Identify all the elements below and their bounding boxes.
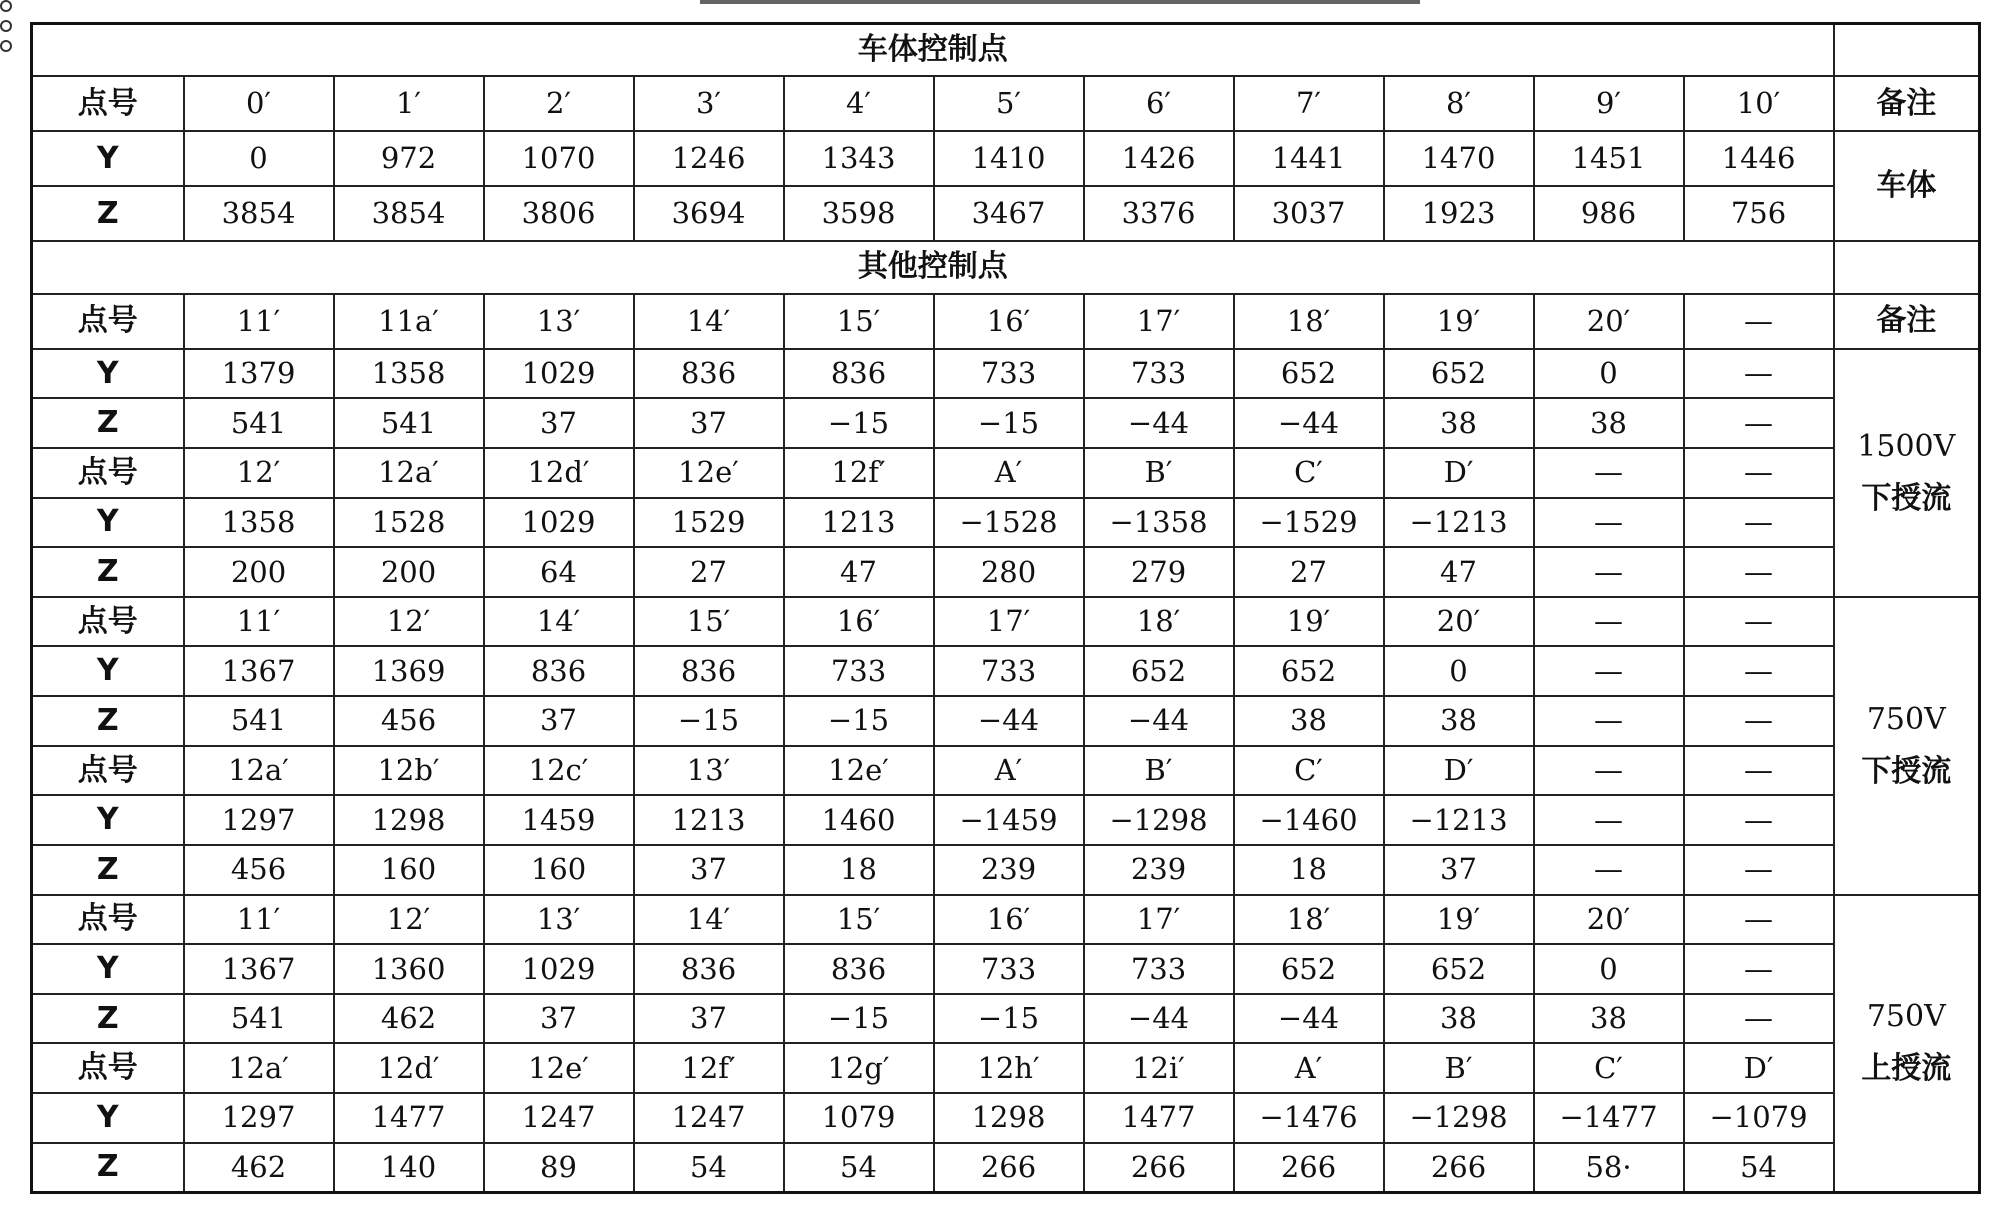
coordinate-value: 1367 — [184, 646, 334, 696]
table-row — [32, 498, 1980, 548]
coordinate-value: 38 — [1384, 398, 1534, 448]
coordinate-value: — — [1534, 795, 1684, 845]
coordinate-value: 1246 — [634, 131, 784, 186]
coordinate-value: 12g′ — [784, 1043, 934, 1093]
coordinate-value: 18′ — [1084, 597, 1234, 647]
coordinate-value: — — [1684, 349, 1834, 399]
coordinate-value: 20′ — [1534, 895, 1684, 945]
coordinate-value: 652 — [1384, 349, 1534, 399]
table-row — [32, 795, 1980, 845]
point-id: 18′ — [1234, 294, 1384, 349]
coordinate-value: 733 — [934, 646, 1084, 696]
coordinate-value: 1029 — [484, 944, 634, 994]
coordinate-value: 266 — [934, 1143, 1084, 1193]
point-id: 9′ — [1534, 76, 1684, 131]
point-id: 1′ — [334, 76, 484, 131]
coordinate-value: 12h′ — [934, 1043, 1084, 1093]
coordinate-value: B′ — [1084, 448, 1234, 498]
coordinate-value: 37 — [484, 398, 634, 448]
voltage-label: 750V — [1866, 701, 1946, 737]
coordinate-value: 1477 — [1084, 1093, 1234, 1143]
coordinate-value: 1410 — [934, 131, 1084, 186]
point-id: 16′ — [934, 294, 1084, 349]
remarks-cell — [1834, 349, 1980, 597]
coordinate-value: A′ — [1234, 1043, 1384, 1093]
coordinate-value: — — [1684, 944, 1834, 994]
coordinate-value: 836 — [784, 944, 934, 994]
coordinate-value: 1298 — [334, 795, 484, 845]
coordinate-value: — — [1534, 845, 1684, 895]
coordinate-value: — — [1684, 746, 1834, 796]
coordinate-value: 652 — [1234, 646, 1384, 696]
coordinate-value: — — [1684, 696, 1834, 746]
coordinate-value: 1298 — [934, 1093, 1084, 1143]
coordinate-value: C′ — [1534, 1043, 1684, 1093]
coordinate-value: 1459 — [484, 795, 634, 845]
table-row — [32, 944, 1980, 994]
coordinate-value: 1247 — [634, 1093, 784, 1143]
coordinate-value: 1367 — [184, 944, 334, 994]
table-row — [32, 24, 1980, 77]
coordinate-value: −44 — [934, 696, 1084, 746]
section-title: 其他控制点 — [32, 241, 1834, 294]
coordinate-value: 1029 — [484, 349, 634, 399]
coordinate-value: D′ — [1384, 448, 1534, 498]
coordinate-value: −1358 — [1084, 498, 1234, 548]
coordinate-value: −44 — [1084, 696, 1234, 746]
coordinate-value: 3598 — [784, 186, 934, 241]
control-points-table — [30, 22, 1981, 1194]
coordinate-value: 14′ — [634, 895, 784, 945]
coordinate-value: 652 — [1234, 944, 1384, 994]
coordinate-value: 37 — [484, 994, 634, 1044]
coordinate-value: 37 — [634, 994, 784, 1044]
coordinate-value: 37 — [634, 845, 784, 895]
coordinate-value: 200 — [184, 547, 334, 597]
coordinate-value: — — [1684, 398, 1834, 448]
coordinate-value: −15 — [634, 696, 784, 746]
coordinate-value: A′ — [934, 448, 1084, 498]
section-title: 车体控制点 — [32, 24, 1834, 77]
coordinate-value: −1213 — [1384, 795, 1534, 845]
coordinate-value: 1247 — [484, 1093, 634, 1143]
coordinate-value: 3854 — [184, 186, 334, 241]
coordinate-value: −1529 — [1234, 498, 1384, 548]
coordinate-value: 279 — [1084, 547, 1234, 597]
coordinate-value: 266 — [1384, 1143, 1534, 1193]
point-header-label: 点号 — [32, 294, 184, 349]
coordinate-value: 3376 — [1084, 186, 1234, 241]
coordinate-value: 1477 — [334, 1093, 484, 1143]
point-id: 13′ — [484, 294, 634, 349]
table-row — [32, 398, 1980, 448]
table-row — [32, 646, 1980, 696]
table-row — [32, 76, 1980, 131]
coordinate-value: 140 — [334, 1143, 484, 1193]
coordinate-value: 1379 — [184, 349, 334, 399]
coordinate-value: 266 — [1084, 1143, 1234, 1193]
coordinate-value: 1470 — [1384, 131, 1534, 186]
coordinate-value: 12f′ — [784, 448, 934, 498]
coordinate-value: 836 — [634, 646, 784, 696]
row-label: Y — [32, 646, 184, 696]
coordinate-value: 462 — [184, 1143, 334, 1193]
coordinate-value: 11′ — [184, 895, 334, 945]
coordinate-value: — — [1684, 448, 1834, 498]
coordinate-value: 18 — [1234, 845, 1384, 895]
coordinate-value: 64 — [484, 547, 634, 597]
coordinate-value: 54 — [784, 1143, 934, 1193]
row-label: Z — [32, 186, 184, 241]
point-id: 0′ — [184, 76, 334, 131]
table-row — [32, 696, 1980, 746]
coordinate-value: 1358 — [334, 349, 484, 399]
coordinate-value: 47 — [1384, 547, 1534, 597]
row-label: 点号 — [32, 895, 184, 945]
coordinate-value: 13′ — [634, 746, 784, 796]
table-row — [32, 131, 1980, 186]
coordinate-value: 12b′ — [334, 746, 484, 796]
coordinate-value: −15 — [934, 398, 1084, 448]
coordinate-value: 14′ — [484, 597, 634, 647]
coordinate-value: 733 — [1084, 944, 1234, 994]
coordinate-value: 3694 — [634, 186, 784, 241]
coordinate-value: 541 — [334, 398, 484, 448]
coordinate-value: 239 — [934, 845, 1084, 895]
voltage-label: 1500V — [1857, 428, 1956, 464]
coordinate-value: 19′ — [1384, 895, 1534, 945]
point-id: 4′ — [784, 76, 934, 131]
coordinate-value: 3037 — [1234, 186, 1384, 241]
coordinate-value: 1029 — [484, 498, 634, 548]
point-id: 3′ — [634, 76, 784, 131]
coordinate-value: — — [1684, 795, 1834, 845]
row-label: Z — [32, 398, 184, 448]
coordinate-value: — — [1534, 746, 1684, 796]
coordinate-value: D′ — [1384, 746, 1534, 796]
coordinate-value: 1297 — [184, 795, 334, 845]
coordinate-value: −1528 — [934, 498, 1084, 548]
coordinate-value: 456 — [334, 696, 484, 746]
coordinate-value: −1213 — [1384, 498, 1534, 548]
coordinate-value: — — [1534, 696, 1684, 746]
coordinate-value: −15 — [784, 696, 934, 746]
coordinate-value: — — [1534, 646, 1684, 696]
coordinate-value: 200 — [334, 547, 484, 597]
coordinate-value: 1369 — [334, 646, 484, 696]
coordinate-value: — — [1534, 498, 1684, 548]
remarks-cell — [1834, 895, 1980, 1193]
coordinate-value: 0 — [1534, 944, 1684, 994]
point-id: 17′ — [1084, 294, 1234, 349]
empty-cell — [1834, 241, 1980, 294]
coordinate-value: 37 — [1384, 845, 1534, 895]
coordinate-value: 18′ — [1234, 895, 1384, 945]
coordinate-value: 3467 — [934, 186, 1084, 241]
coordinate-value: 20′ — [1384, 597, 1534, 647]
coordinate-value: 27 — [1234, 547, 1384, 597]
coordinate-value: −15 — [784, 398, 934, 448]
coordinate-value: 1451 — [1534, 131, 1684, 186]
point-header-label: 点号 — [32, 76, 184, 131]
coordinate-value: — — [1684, 547, 1834, 597]
row-label: 点号 — [32, 746, 184, 796]
coordinate-value: B′ — [1384, 1043, 1534, 1093]
coordinate-value: 652 — [1234, 349, 1384, 399]
coordinate-value: 13′ — [484, 895, 634, 945]
coordinate-value: — — [1684, 845, 1834, 895]
coordinate-value: 1923 — [1384, 186, 1534, 241]
coordinate-value: 12e′ — [634, 448, 784, 498]
remarks-cell — [1834, 597, 1980, 895]
coordinate-value: 12a′ — [334, 448, 484, 498]
row-label: Z — [32, 547, 184, 597]
coordinate-value: 0 — [184, 131, 334, 186]
coordinate-value: 12i′ — [1084, 1043, 1234, 1093]
coordinate-value: 17′ — [1084, 895, 1234, 945]
table-row — [32, 597, 1980, 647]
row-label: Y — [32, 349, 184, 399]
coordinate-value: 1343 — [784, 131, 934, 186]
coordinate-value: 12e′ — [784, 746, 934, 796]
coordinate-value: 1441 — [1234, 131, 1384, 186]
coordinate-value: 12′ — [184, 448, 334, 498]
row-label: 点号 — [32, 597, 184, 647]
coordinate-value: A′ — [934, 746, 1084, 796]
coordinate-value: −1079 — [1684, 1093, 1834, 1143]
coordinate-value: 19′ — [1234, 597, 1384, 647]
point-id: — — [1684, 294, 1834, 349]
coordinate-value: 12a′ — [184, 1043, 334, 1093]
binding-marks — [0, 0, 10, 60]
coordinate-value: 986 — [1534, 186, 1684, 241]
coordinate-value: 12a′ — [184, 746, 334, 796]
coordinate-value: 12d′ — [484, 448, 634, 498]
coordinate-value: 54 — [634, 1143, 784, 1193]
row-label: Z — [32, 994, 184, 1044]
table-row — [32, 241, 1980, 294]
coordinate-value: 12c′ — [484, 746, 634, 796]
coordinate-value: 280 — [934, 547, 1084, 597]
coordinate-value: 1213 — [784, 498, 934, 548]
coordinate-value: −15 — [784, 994, 934, 1044]
coordinate-value: 58· — [1534, 1143, 1684, 1193]
coordinate-value: 15′ — [784, 895, 934, 945]
coordinate-value: 1460 — [784, 795, 934, 845]
coordinate-value: B′ — [1084, 746, 1234, 796]
row-label: Z — [32, 1143, 184, 1193]
coordinate-value: 239 — [1084, 845, 1234, 895]
coordinate-value: 38 — [1534, 994, 1684, 1044]
coordinate-value: — — [1534, 448, 1684, 498]
table-row — [32, 895, 1980, 945]
coordinate-value: −44 — [1084, 398, 1234, 448]
coordinate-value: 37 — [484, 696, 634, 746]
coordinate-value: 266 — [1234, 1143, 1384, 1193]
coordinate-value: 1358 — [184, 498, 334, 548]
coordinate-value: 1426 — [1084, 131, 1234, 186]
coordinate-value: — — [1684, 994, 1834, 1044]
coordinate-value: 541 — [184, 696, 334, 746]
coordinate-value: 38 — [1534, 398, 1684, 448]
point-id: 6′ — [1084, 76, 1234, 131]
voltage-label: 750V — [1866, 999, 1946, 1035]
coordinate-value: 1360 — [334, 944, 484, 994]
coordinate-value: 1213 — [634, 795, 784, 845]
point-id: 11′ — [184, 294, 334, 349]
coordinate-value: 17′ — [934, 597, 1084, 647]
row-label: Y — [32, 944, 184, 994]
coordinate-value: 836 — [634, 349, 784, 399]
row-label: Y — [32, 1093, 184, 1143]
table-row — [32, 547, 1980, 597]
coordinate-value: 89 — [484, 1143, 634, 1193]
coordinate-value: 37 — [634, 398, 784, 448]
coordinate-value: 47 — [784, 547, 934, 597]
table-row — [32, 994, 1980, 1044]
coordinate-value: — — [1684, 498, 1834, 548]
row-label: Y — [32, 795, 184, 845]
coordinate-value: 15′ — [634, 597, 784, 647]
coordinate-value: 0 — [1534, 349, 1684, 399]
coordinate-value: 38 — [1234, 696, 1384, 746]
coordinate-value: −1298 — [1084, 795, 1234, 845]
point-id: 14′ — [634, 294, 784, 349]
coordinate-value: 1529 — [634, 498, 784, 548]
row-label: Z — [32, 696, 184, 746]
table-row — [32, 349, 1980, 399]
table-row — [32, 1093, 1980, 1143]
coordinate-value: −1298 — [1384, 1093, 1534, 1143]
coordinate-value: 27 — [634, 547, 784, 597]
coordinate-value: 1446 — [1684, 131, 1834, 186]
point-id: 10′ — [1684, 76, 1834, 131]
row-label: Z — [32, 845, 184, 895]
coordinate-value: 160 — [484, 845, 634, 895]
coordinate-value: 1528 — [334, 498, 484, 548]
coordinate-value: 733 — [934, 349, 1084, 399]
table-row — [32, 448, 1980, 498]
coordinate-value: 541 — [184, 994, 334, 1044]
current-collection-mode: 下授流 — [1861, 753, 1952, 789]
coordinate-value: 54 — [1684, 1143, 1834, 1193]
coordinate-value: 1297 — [184, 1093, 334, 1143]
remarks-cell: 车体 — [1834, 131, 1980, 241]
coordinate-value: 541 — [184, 398, 334, 448]
coordinate-value: 756 — [1684, 186, 1834, 241]
point-id: 2′ — [484, 76, 634, 131]
coordinate-value: C′ — [1234, 448, 1384, 498]
point-id: 5′ — [934, 76, 1084, 131]
coordinate-value: — — [1684, 597, 1834, 647]
coordinate-value: 38 — [1384, 994, 1534, 1044]
coordinate-value: −1459 — [934, 795, 1084, 845]
coordinate-value: 733 — [784, 646, 934, 696]
cropped-caption-edge — [700, 0, 1420, 4]
coordinate-value: 12e′ — [484, 1043, 634, 1093]
point-id: 8′ — [1384, 76, 1534, 131]
remarks-header: 备注 — [1834, 76, 1980, 131]
coordinate-value: 652 — [1384, 944, 1534, 994]
coordinate-value: 836 — [784, 349, 934, 399]
coordinate-value: −1476 — [1234, 1093, 1384, 1143]
coordinate-value: −1460 — [1234, 795, 1384, 845]
row-label: 点号 — [32, 1043, 184, 1093]
coordinate-value: 0 — [1384, 646, 1534, 696]
table-row — [32, 746, 1980, 796]
coordinate-value: 12′ — [334, 895, 484, 945]
coordinate-value: 11′ — [184, 597, 334, 647]
coordinate-value: D′ — [1684, 1043, 1834, 1093]
coordinate-value: 12′ — [334, 597, 484, 647]
table-row — [32, 1043, 1980, 1093]
coordinate-value: — — [1684, 895, 1834, 945]
coordinate-value: 652 — [1084, 646, 1234, 696]
coordinate-value: 12f′ — [634, 1043, 784, 1093]
coordinate-value: 733 — [934, 944, 1084, 994]
coordinate-value: 12d′ — [334, 1043, 484, 1093]
point-id: 7′ — [1234, 76, 1384, 131]
row-label: 点号 — [32, 448, 184, 498]
table-row — [32, 1143, 1980, 1193]
row-label: Y — [32, 131, 184, 186]
current-collection-mode: 下授流 — [1861, 480, 1952, 516]
row-label: Y — [32, 498, 184, 548]
coordinate-value: 160 — [334, 845, 484, 895]
coordinate-value: −44 — [1084, 994, 1234, 1044]
coordinate-value: 3806 — [484, 186, 634, 241]
current-collection-mode: 上授流 — [1861, 1051, 1952, 1087]
coordinate-value: — — [1684, 646, 1834, 696]
coordinate-value: 1070 — [484, 131, 634, 186]
table-row — [32, 186, 1980, 241]
coordinate-value: 456 — [184, 845, 334, 895]
coordinate-value: C′ — [1234, 746, 1384, 796]
coordinate-value: −44 — [1234, 994, 1384, 1044]
point-id: 20′ — [1534, 294, 1684, 349]
coordinate-value: 3854 — [334, 186, 484, 241]
coordinate-value: −15 — [934, 994, 1084, 1044]
table-row — [32, 294, 1980, 349]
coordinate-value: 16′ — [934, 895, 1084, 945]
empty-cell — [1834, 24, 1980, 77]
coordinate-value: — — [1534, 547, 1684, 597]
coordinate-value: −44 — [1234, 398, 1384, 448]
coordinate-value: 972 — [334, 131, 484, 186]
coordinate-value: 836 — [634, 944, 784, 994]
coordinate-value: 462 — [334, 994, 484, 1044]
coordinate-value: 1079 — [784, 1093, 934, 1143]
coordinate-value: — — [1534, 597, 1684, 647]
point-id: 19′ — [1384, 294, 1534, 349]
coordinate-value: 836 — [484, 646, 634, 696]
coordinate-value: −1477 — [1534, 1093, 1684, 1143]
point-id: 15′ — [784, 294, 934, 349]
coordinate-value: 18 — [784, 845, 934, 895]
coordinate-value: 16′ — [784, 597, 934, 647]
coordinate-value: 733 — [1084, 349, 1234, 399]
table-row — [32, 845, 1980, 895]
point-id: 11a′ — [334, 294, 484, 349]
coordinate-value: 38 — [1384, 696, 1534, 746]
remarks-header: 备注 — [1834, 294, 1980, 349]
